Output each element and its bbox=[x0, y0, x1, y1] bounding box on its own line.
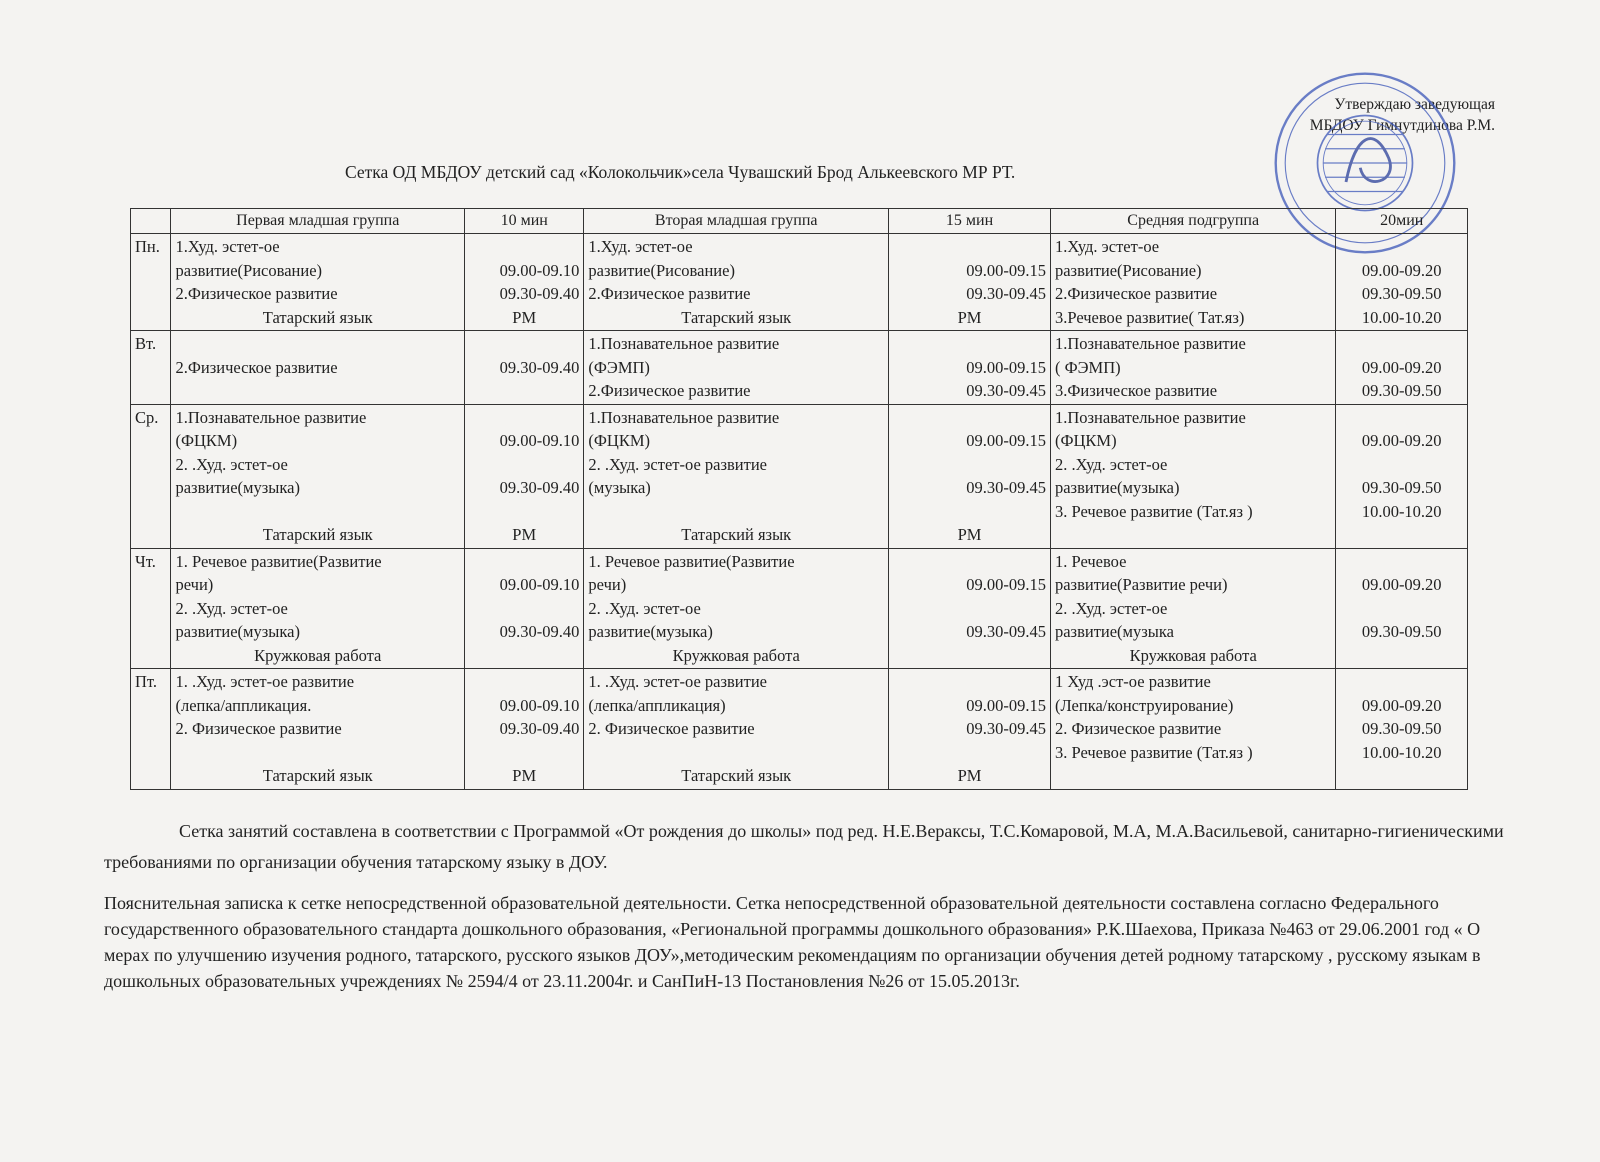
cell-line: Татарский язык bbox=[681, 307, 792, 327]
table-row bbox=[131, 404, 1468, 548]
table-row bbox=[131, 234, 1468, 331]
cell-line bbox=[469, 597, 579, 621]
time1-cell bbox=[464, 548, 583, 669]
cell-line bbox=[893, 597, 1046, 621]
cell-line: развитие(музыка) bbox=[175, 478, 300, 497]
cell-line: (ФЭМП) bbox=[588, 357, 650, 377]
cell-line bbox=[469, 670, 579, 694]
cell-line bbox=[893, 453, 1046, 477]
cell-line: 09.30-09.40 bbox=[499, 478, 580, 497]
cell-line: 1.Познавательное развитие bbox=[588, 407, 780, 427]
group3-cell bbox=[1050, 548, 1335, 669]
cell-line: 1. .Худ. эстет-ое развитие bbox=[588, 672, 767, 691]
group3-cell bbox=[1050, 404, 1335, 548]
time3-cell bbox=[1336, 331, 1468, 405]
time2-cell bbox=[889, 234, 1051, 331]
cell-line: 09.30-09.40 bbox=[499, 284, 580, 303]
time1-cell bbox=[464, 331, 583, 405]
day-cell: Пн. bbox=[131, 234, 171, 331]
cell-line: 09.30-09.50 bbox=[1361, 622, 1442, 641]
cell-line: РМ bbox=[512, 525, 537, 544]
group1-cell bbox=[171, 234, 465, 331]
cell-line bbox=[469, 406, 579, 430]
cell-line: (музыка) bbox=[588, 478, 651, 497]
cell-line bbox=[1340, 670, 1463, 694]
cell-line: Татарский язык bbox=[681, 525, 792, 544]
cell-line: 09.30-09.50 bbox=[1361, 381, 1442, 400]
cell-line: развитие(музыка) bbox=[175, 622, 300, 641]
day-cell: Вт. bbox=[131, 331, 171, 405]
group1-cell bbox=[171, 404, 465, 548]
cell-line: 3. Речевое развитие (Тат.яз ) bbox=[1054, 501, 1253, 521]
cell-line: 09.30-09.40 bbox=[499, 719, 580, 738]
cell-line bbox=[893, 670, 1046, 694]
footnote-explanatory: Пояснительная записка к сетке непосредственной образовательной деятельности. Сетка непосредственной образовательной деятельности составлена согласно Федерального государственного образовательного стандарта дошкольного образования, «Региональной программы дошкольного образования» Р.К.Шаехова, Приказа №463 от 29.06.2001 год « О мерах по улучшению изучения родного, татарского, русского языков ДОУ»,методическим рекомендациям по организации обучения детей родному татарскому , русскому языкам в дошкольных образовательных учреждениях № 2594/4 от 23.11.2004г. и СанПиН-13 Постановления №26 от 15.05.2013г. bbox=[104, 893, 1481, 991]
time3-cell bbox=[1336, 234, 1468, 331]
cell-line: 3.Физическое развитие bbox=[1054, 381, 1218, 400]
cell-line bbox=[893, 644, 1046, 668]
cell-line: 09.30-09.40 bbox=[499, 622, 580, 641]
cell-line bbox=[588, 500, 884, 524]
schedule-table bbox=[130, 208, 1468, 790]
cell-line bbox=[175, 741, 460, 765]
cell-line: 09.00-09.15 bbox=[966, 695, 1046, 715]
approval-line-2: МБДОУ Гимнутдинова Р.М. bbox=[1309, 117, 1495, 134]
time2-cell bbox=[889, 331, 1051, 405]
group1-cell bbox=[171, 548, 465, 669]
cell-line: (лепка/аппликация) bbox=[588, 695, 726, 715]
cell-line: Татарский язык bbox=[681, 766, 792, 785]
cell-line bbox=[469, 500, 579, 524]
cell-line bbox=[893, 406, 1046, 430]
cell-line: 09.00-09.10 bbox=[499, 431, 580, 450]
cell-line: РМ bbox=[512, 307, 537, 327]
day-cell: Чт. bbox=[131, 548, 171, 669]
cell-line: 1.Худ. эстет-ое bbox=[588, 237, 693, 256]
time2-cell bbox=[889, 404, 1051, 548]
cell-line: (лепка/аппликация. bbox=[175, 695, 312, 715]
cell-line: 1.Познавательное развитие bbox=[588, 334, 780, 353]
cell-line bbox=[175, 379, 460, 403]
cell-line: (Лепка/конструирование) bbox=[1054, 695, 1234, 715]
group3-cell bbox=[1050, 669, 1335, 790]
cell-line: 09.30-09.45 bbox=[966, 719, 1046, 738]
time3-cell bbox=[1336, 404, 1468, 548]
time1-cell bbox=[464, 234, 583, 331]
group2-cell bbox=[584, 234, 889, 331]
cell-line: 2. .Худ. эстет-ое bbox=[1054, 454, 1168, 474]
cell-line: 09.00-09.15 bbox=[966, 431, 1046, 450]
cell-line: Татарский язык bbox=[262, 766, 373, 785]
cell-line: 09.30-09.45 bbox=[966, 622, 1046, 641]
table-row bbox=[131, 331, 1468, 405]
cell-line: развитие(музыка) bbox=[588, 622, 713, 641]
group1-cell bbox=[171, 669, 465, 790]
cell-line: 09.30-09.50 bbox=[1361, 719, 1442, 738]
cell-line: 09.30-09.50 bbox=[1361, 284, 1442, 303]
cell-line bbox=[588, 741, 884, 765]
table-row bbox=[131, 548, 1468, 669]
cell-line: (ФЦКМ) bbox=[175, 431, 238, 450]
day-cell: Ср. bbox=[131, 404, 171, 548]
cell-line: 1.Худ. эстет-ое bbox=[175, 237, 280, 256]
cell-line: 09.30-09.50 bbox=[1361, 478, 1442, 497]
cell-line: 2.Физическое развитие bbox=[1054, 284, 1218, 303]
cell-line bbox=[1340, 597, 1463, 621]
cell-line: 09.30-09.45 bbox=[966, 284, 1046, 303]
header-cell: Вторая младшая группа bbox=[584, 209, 889, 234]
cell-line bbox=[893, 235, 1046, 259]
cell-line bbox=[469, 644, 579, 668]
cell-line: развитие(музыка bbox=[1054, 622, 1174, 641]
cell-line bbox=[469, 379, 579, 403]
cell-line: Кружковая работа bbox=[672, 645, 800, 665]
cell-line: 09.00-09.10 bbox=[499, 260, 580, 280]
cell-line: 1. Речевое развитие(Развитие bbox=[588, 551, 795, 571]
cell-line: РМ bbox=[957, 766, 982, 785]
cell-line: речи) bbox=[588, 575, 627, 594]
cell-line: 2.Физическое развитие bbox=[175, 357, 338, 377]
group2-cell bbox=[584, 548, 889, 669]
approval-line-1: Утверждаю заведующая bbox=[1334, 96, 1495, 113]
cell-line bbox=[1340, 453, 1463, 477]
cell-line bbox=[1055, 764, 1331, 788]
cell-line: Татарский язык bbox=[262, 307, 373, 327]
cell-line: 2.Физическое развитие bbox=[175, 284, 338, 303]
header-cell: 10 мин bbox=[464, 209, 583, 234]
cell-line bbox=[893, 741, 1046, 765]
cell-line bbox=[469, 550, 579, 574]
cell-line: 1. Речевое bbox=[1054, 551, 1127, 571]
cell-line: 09.00-09.20 bbox=[1361, 695, 1442, 715]
cell-line bbox=[469, 741, 579, 765]
cell-line: 09.00-09.15 bbox=[966, 357, 1046, 377]
table-header-row bbox=[131, 209, 1468, 234]
cell-line bbox=[893, 500, 1046, 524]
cell-line: 2.Физическое развитие bbox=[588, 284, 751, 303]
time3-cell bbox=[1336, 548, 1468, 669]
cell-line bbox=[1340, 406, 1463, 430]
cell-line: Кружковая работа bbox=[254, 645, 382, 665]
cell-line: 3.Речевое развитие( Тат.яз) bbox=[1054, 307, 1245, 327]
cell-line: Кружковая работа bbox=[1129, 645, 1257, 665]
cell-line bbox=[893, 332, 1046, 356]
cell-line: 09.30-09.45 bbox=[966, 381, 1046, 400]
cell-line: 1.Познавательное развитие bbox=[1054, 334, 1246, 353]
cell-line bbox=[469, 332, 579, 356]
group3-cell bbox=[1050, 331, 1335, 405]
cell-line: 09.30-09.45 bbox=[966, 478, 1046, 497]
cell-line: 2. Физическое развитие bbox=[1054, 719, 1222, 738]
header-cell bbox=[131, 209, 171, 234]
cell-line: 2. .Худ. эстет-ое bbox=[175, 454, 288, 474]
cell-line: развитие(музыка) bbox=[1054, 478, 1180, 497]
header-cell: 15 мин bbox=[889, 209, 1051, 234]
cell-line: 09.00-09.20 bbox=[1361, 431, 1442, 450]
cell-line: речи) bbox=[175, 575, 214, 594]
group3-cell bbox=[1050, 234, 1335, 331]
time3-cell bbox=[1336, 669, 1468, 790]
header-cell: 20мин bbox=[1336, 209, 1468, 234]
cell-line: 1. .Худ. эстет-ое развитие bbox=[175, 672, 355, 691]
cell-line: 09.00-09.10 bbox=[499, 575, 580, 594]
cell-line: 1.Познавательное развитие bbox=[175, 407, 367, 427]
cell-line bbox=[1340, 523, 1463, 547]
cell-line: Татарский язык bbox=[262, 525, 373, 544]
cell-line bbox=[469, 235, 579, 259]
cell-line: 09.00-09.10 bbox=[499, 695, 580, 715]
group2-cell bbox=[584, 404, 889, 548]
cell-line: РМ bbox=[957, 525, 982, 544]
cell-line: 2. .Худ. эстет-ое bbox=[1054, 598, 1168, 618]
cell-line: 10.00-10.20 bbox=[1361, 501, 1442, 521]
table-row bbox=[131, 669, 1468, 790]
cell-line: 1. Речевое развитие(Развитие bbox=[175, 551, 382, 571]
cell-line bbox=[1340, 235, 1463, 259]
cell-line: 2.Физическое развитие bbox=[588, 381, 751, 400]
cell-line: РМ bbox=[957, 307, 982, 327]
time2-cell bbox=[889, 548, 1051, 669]
cell-line bbox=[175, 332, 460, 356]
cell-line: развитие(Развитие речи) bbox=[1054, 575, 1228, 594]
cell-line: 09.00-09.20 bbox=[1361, 357, 1442, 377]
cell-line: 09.00-09.15 bbox=[966, 260, 1046, 280]
cell-line: (ФЦКМ) bbox=[588, 431, 651, 450]
cell-line: 1 Худ .эст-ое развитие bbox=[1054, 672, 1211, 691]
time1-cell bbox=[464, 669, 583, 790]
footnote-program: Сетка занятий составлена в соответствии с Программой «От рождения до школы» под ред. Н.Е.Вераксы, Т.С.Комаровой, М.А, М.А.Васильевой, санитарно-гигиеническими требованиями по организации обучения татарскому языку в ДОУ. bbox=[104, 821, 1504, 872]
cell-line bbox=[1340, 764, 1463, 788]
cell-line: 1.Худ. эстет-ое bbox=[1054, 237, 1160, 256]
cell-line: РМ bbox=[512, 766, 537, 785]
cell-line: развитие(Рисование) bbox=[588, 260, 735, 280]
cell-line: 1.Познавательное развитие bbox=[1054, 407, 1246, 427]
cell-line bbox=[893, 550, 1046, 574]
cell-line bbox=[1340, 644, 1463, 668]
cell-line bbox=[1340, 332, 1463, 356]
cell-line: 2. Физическое развитие bbox=[588, 719, 755, 738]
cell-line bbox=[175, 500, 460, 524]
cell-line: 09.00-09.20 bbox=[1361, 260, 1442, 280]
header-cell: Средняя подгруппа bbox=[1050, 209, 1335, 234]
cell-line: 09.00-09.15 bbox=[966, 575, 1046, 594]
cell-line: 10.00-10.20 bbox=[1361, 742, 1442, 762]
cell-line: 2. .Худ. эстет-ое bbox=[175, 598, 288, 618]
day-cell: Пт. bbox=[131, 669, 171, 790]
schedule-table-body bbox=[131, 209, 1468, 790]
cell-line: 09.30-09.40 bbox=[499, 357, 580, 377]
cell-line: 2. .Худ. эстет-ое развитие bbox=[588, 454, 767, 474]
cell-line: ( ФЭМП) bbox=[1054, 357, 1121, 377]
group2-cell bbox=[584, 331, 889, 405]
cell-line: 2. .Худ. эстет-ое bbox=[588, 598, 701, 618]
cell-line: развитие(Рисование) bbox=[175, 260, 323, 280]
page-title: Сетка ОД МБДОУ детский сад «Колокольчик»села Чувашский Брод Алькеевского МР РТ. bbox=[345, 162, 1016, 182]
cell-line bbox=[1340, 550, 1463, 574]
cell-line: 2. Физическое развитие bbox=[175, 719, 342, 738]
group1-cell bbox=[171, 331, 465, 405]
cell-line: 09.00-09.20 bbox=[1361, 575, 1442, 594]
time2-cell bbox=[889, 669, 1051, 790]
cell-line: (ФЦКМ) bbox=[1054, 431, 1117, 450]
group2-cell bbox=[584, 669, 889, 790]
cell-line: 10.00-10.20 bbox=[1361, 307, 1442, 327]
cell-line: 3. Речевое развитие (Тат.яз ) bbox=[1054, 742, 1253, 762]
time1-cell bbox=[464, 404, 583, 548]
cell-line: развитие(Рисование) bbox=[1054, 260, 1202, 280]
cell-line bbox=[1055, 523, 1331, 547]
cell-line bbox=[469, 453, 579, 477]
header-cell: Первая младшая группа bbox=[171, 209, 465, 234]
